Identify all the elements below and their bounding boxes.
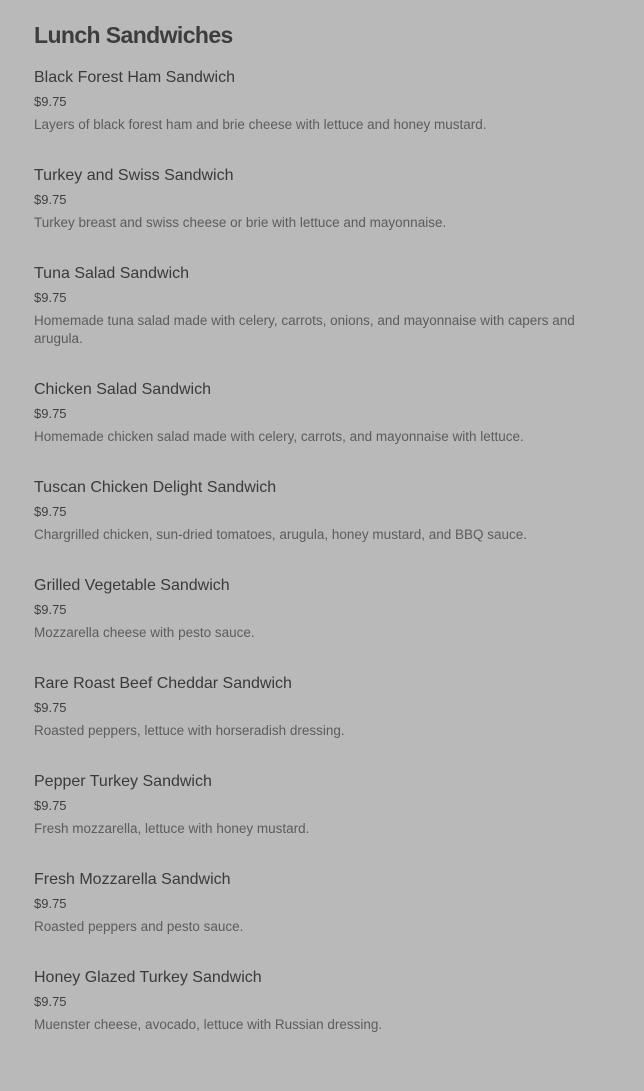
item-price: $9.75 — [34, 94, 67, 109]
item-description: Roasted peppers, lettuce with horseradish dressing. — [34, 723, 345, 738]
item-description: Roasted peppers and pesto sauce. — [34, 919, 244, 934]
menu-item — [34, 870, 614, 936]
menu-list — [34, 68, 614, 1066]
item-description: Mozzarella cheese with pesto sauce. — [34, 625, 255, 640]
item-name: Rare Roast Beef Cheddar Sandwich — [34, 675, 292, 692]
item-description: Turkey breast and swiss cheese or brie with lettuce and mayonnaise. — [34, 215, 447, 230]
menu-item — [34, 772, 614, 838]
menu-item — [34, 166, 614, 232]
menu-item — [34, 478, 614, 544]
menu-item — [34, 674, 614, 740]
item-price: $9.75 — [34, 406, 67, 421]
item-name: Chicken Salad Sandwich — [34, 381, 211, 398]
item-description: Fresh mozzarella, lettuce with honey mustard. — [34, 821, 310, 836]
item-name: Tuna Salad Sandwich — [34, 265, 190, 282]
item-name: Turkey and Swiss Sandwich — [34, 167, 234, 184]
section-title: Lunch Sandwiches — [34, 22, 233, 48]
item-description: Homemade chicken salad made with celery, carrots, and mayonnaise with lettuce. — [34, 429, 524, 444]
item-price: $9.75 — [34, 290, 67, 305]
item-price: $9.75 — [34, 602, 67, 617]
item-name: Tuscan Chicken Delight Sandwich — [34, 479, 277, 496]
item-price: $9.75 — [34, 700, 67, 715]
item-price: $9.75 — [34, 192, 67, 207]
menu-item — [34, 264, 614, 348]
item-description: Chargrilled chicken, sun-dried tomatoes, arugula, honey mustard, and BBQ sauce. — [34, 527, 528, 542]
item-price: $9.75 — [34, 896, 67, 911]
item-name: Black Forest Ham Sandwich — [34, 69, 235, 86]
menu-item — [34, 968, 614, 1034]
item-name: Grilled Vegetable Sandwich — [34, 577, 230, 594]
item-price: $9.75 — [34, 798, 67, 813]
item-description: Muenster cheese, avocado, lettuce with Russian dressing. — [34, 1017, 383, 1032]
item-name: Pepper Turkey Sandwich — [34, 773, 212, 790]
menu-item — [34, 576, 614, 642]
item-price: $9.75 — [34, 994, 67, 1009]
item-name: Fresh Mozzarella Sandwich — [34, 871, 231, 888]
menu-item — [34, 68, 614, 134]
item-description: Homemade tuna salad made with celery, carrots, onions, and mayonnaise with capers and arugula. — [34, 313, 575, 346]
item-name: Honey Glazed Turkey Sandwich — [34, 969, 262, 986]
item-price: $9.75 — [34, 504, 67, 519]
menu-item — [34, 380, 614, 446]
item-description: Layers of black forest ham and brie cheese with lettuce and honey mustard. — [34, 117, 487, 132]
